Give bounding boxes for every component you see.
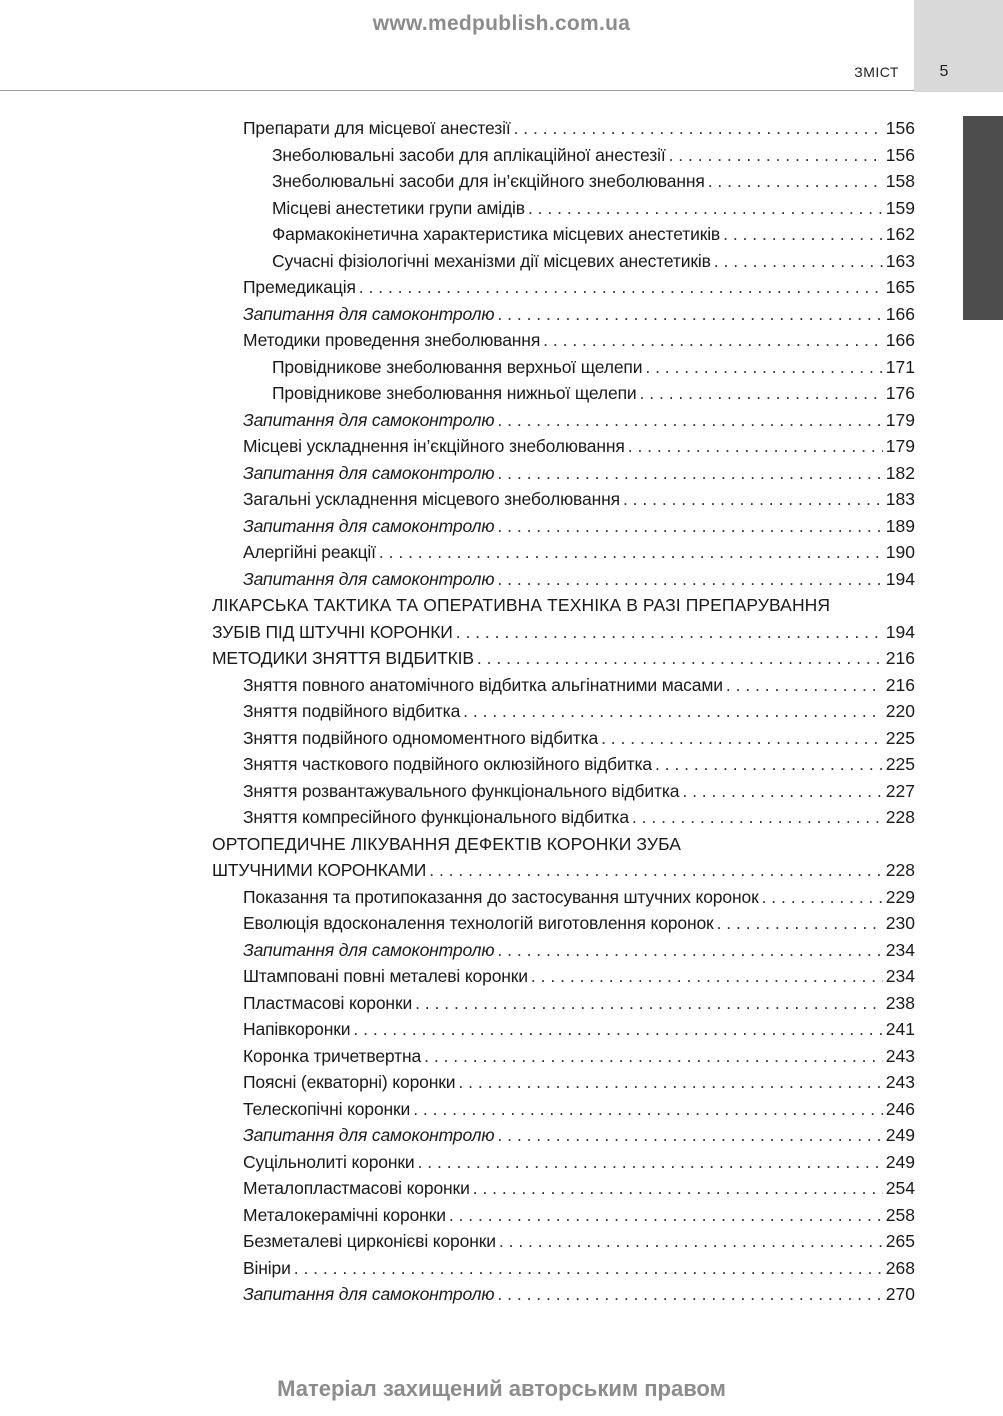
toc-entry-title: Вініри [243, 1257, 291, 1278]
toc-entry-title: Провідникове знеболювання верхньої щелепи [272, 356, 643, 377]
toc-entry-title: Фармакокінетична характеристика місцевих анестетиків [272, 224, 721, 244]
dot-leader [497, 937, 882, 964]
toc-entry-title: Зняття подвійного одномоментного відбитка [243, 727, 599, 748]
dot-leader [458, 1069, 882, 1096]
dot-leader [463, 698, 883, 725]
toc-entry [212, 910, 915, 937]
toc-entry-page: 265 [885, 1231, 915, 1251]
dot-leader [640, 380, 883, 407]
toc-entry-page: 243 [885, 1045, 915, 1066]
toc-entry-title: Зняття компресійного функціонального відбитка [243, 807, 629, 827]
toc-entry-page: 182 [885, 462, 915, 483]
toc-entry [212, 327, 915, 354]
toc-entry [212, 1281, 915, 1308]
toc-entry-title: Місцеві анестетики групи амідів [272, 197, 525, 218]
toc-entry-title: ШТУЧНИМИ КОРОНКАМИ [212, 860, 427, 880]
toc-entry-page: 216 [885, 674, 915, 695]
toc-entry [212, 1255, 915, 1282]
toc-entry-title: Зняття часткового подвійного оклюзійного відбитка [243, 754, 652, 774]
toc-entry [212, 725, 915, 752]
toc-entry-title: Зняття подвійного відбитка [243, 701, 461, 721]
dot-leader [543, 327, 883, 354]
toc-entry [212, 804, 915, 831]
toc-entry [212, 142, 915, 169]
dot-leader [353, 1016, 882, 1043]
toc-entry [212, 672, 915, 699]
toc-entry-page: 258 [885, 1204, 915, 1225]
dot-leader [497, 566, 882, 593]
toc-entry-title: Загальні ускладнення місцевого знеболювання [243, 489, 620, 509]
toc-entry [212, 963, 915, 990]
dot-leader [762, 884, 883, 911]
toc-entry-page: 254 [885, 1178, 915, 1198]
toc-entry [212, 168, 915, 195]
toc-entry [212, 1122, 915, 1149]
toc-entry-page: 166 [885, 303, 915, 324]
toc-entry [212, 539, 915, 566]
dot-leader [294, 1255, 883, 1282]
toc-entry-title: Суцільнолиті коронки [243, 1151, 415, 1172]
toc-entry [212, 778, 915, 805]
toc-entry-title: Алергійні реакції [243, 542, 376, 562]
toc-entry [212, 433, 915, 460]
toc-entry-title: Поясні (екваторні) коронки [243, 1072, 456, 1092]
toc-entry-page: 194 [885, 621, 915, 642]
toc-entry [212, 460, 915, 487]
dot-leader [429, 857, 883, 884]
dot-leader [623, 486, 883, 513]
toc-entry [212, 115, 915, 142]
toc-entry [212, 566, 915, 593]
table-of-contents [212, 115, 915, 1308]
toc-entry-page: 230 [885, 913, 915, 933]
toc-entry-page: 220 [885, 701, 915, 721]
dot-leader [723, 221, 883, 248]
toc-entry-title: Коронка тричетвертна [243, 1045, 422, 1066]
dot-leader [714, 248, 883, 275]
toc-entry-page: 249 [885, 1151, 915, 1172]
toc-entry-page: 179 [885, 436, 915, 456]
toc-entry-page: 190 [885, 542, 915, 562]
dot-leader [601, 725, 883, 752]
toc-entry [212, 990, 915, 1017]
dot-leader [424, 1043, 883, 1070]
dot-leader [528, 195, 883, 222]
toc-entry-title: Премедикація [243, 277, 356, 297]
dot-leader [418, 1149, 883, 1176]
dot-leader [497, 460, 882, 487]
dot-leader [497, 301, 882, 328]
toc-entry-page: 176 [885, 383, 915, 403]
toc-entry [212, 751, 915, 778]
dot-leader [655, 751, 883, 778]
dot-leader [497, 407, 882, 434]
toc-entry-page: 228 [885, 860, 915, 880]
dot-leader [415, 990, 883, 1017]
toc-entry-title: Препарати для місцевої анестезії [243, 118, 511, 138]
toc-entry-page: 163 [885, 250, 915, 271]
toc-entry-page: 158 [885, 171, 915, 191]
toc-entry-title: Запитання для самоконтролю [243, 568, 495, 589]
toc-entry-page: 268 [885, 1257, 915, 1278]
toc-entry [212, 1043, 915, 1070]
toc-entry-title: Запитання для самоконтролю [243, 1284, 495, 1304]
toc-entry-page: 249 [885, 1125, 915, 1145]
toc-entry-page: 234 [885, 939, 915, 960]
toc-entry-page: 243 [885, 1072, 915, 1092]
running-header-section: ЗМІСТ [854, 64, 899, 80]
toc-entry-title: Штамповані повні металеві коронки [243, 966, 528, 986]
toc-entry [212, 513, 915, 540]
toc-entry [212, 274, 915, 301]
page-number: 5 [939, 63, 949, 80]
dot-leader [449, 1202, 883, 1229]
toc-entry [212, 857, 915, 884]
dot-leader [499, 1228, 883, 1255]
toc-entry [212, 1096, 915, 1123]
side-thumb-tab [963, 116, 1003, 320]
toc-entry-page: 165 [885, 277, 915, 297]
toc-entry [212, 380, 915, 407]
toc-entry [212, 619, 915, 646]
toc-entry-page: 171 [885, 356, 915, 377]
toc-entry-page: 234 [885, 966, 915, 986]
toc-entry-page: 162 [885, 224, 915, 244]
toc-entry-title: Запитання для самоконтролю [243, 462, 495, 483]
toc-entry-page: 189 [885, 515, 915, 536]
toc-entry-page: 179 [885, 409, 915, 430]
dot-leader [531, 963, 883, 990]
header-divider [0, 90, 914, 91]
dot-leader [497, 513, 882, 540]
toc-entry-title: Напівкоронки [243, 1019, 351, 1039]
toc-entry-title: ЗУБІВ ПІД ШТУЧНІ КОРОНКИ [212, 621, 453, 642]
toc-entry [212, 698, 915, 725]
dot-leader [456, 619, 883, 646]
toc-entry [212, 1016, 915, 1043]
toc-entry-title: Запитання для самоконтролю [243, 409, 495, 430]
toc-entry [212, 937, 915, 964]
dot-leader [682, 778, 882, 805]
toc-entry-title: Запитання для самоконтролю [243, 515, 495, 536]
toc-entry-page: 216 [885, 648, 915, 668]
toc-entry-title: Сучасні фізіологічні механізми дії місцевих анестетиків [272, 250, 711, 271]
toc-entry-title: Провідникове знеболювання нижньої щелепи [272, 383, 637, 403]
dot-leader [717, 910, 883, 937]
toc-entry-title: Запитання для самоконтролю [243, 939, 495, 960]
toc-entry [212, 1069, 915, 1096]
toc-heading: ОРТОПЕДИЧНЕ ЛІКУВАННЯ ДЕФЕКТІВ КОРОНКИ ЗУБА [212, 833, 682, 854]
toc-entry-page: 228 [885, 807, 915, 827]
toc-entry [212, 645, 915, 672]
toc-entry-page: 156 [885, 144, 915, 165]
toc-entry-title: Зняття повного анатомічного відбитка альгінатними масами [243, 674, 723, 695]
toc-entry [212, 354, 915, 381]
toc-entry [212, 884, 915, 911]
dot-leader [379, 539, 883, 566]
dot-leader [477, 645, 883, 672]
toc-entry-title: Телескопічні коронки [243, 1098, 411, 1119]
dot-leader [669, 142, 883, 169]
toc-entry-title: Металопластмасові коронки [243, 1178, 470, 1198]
toc-entry-page: 246 [885, 1098, 915, 1119]
toc-entry-title: Еволюція вдосконалення технологій виготовлення коронок [243, 913, 714, 933]
dot-leader [413, 1096, 883, 1123]
toc-entry-page: 166 [885, 330, 915, 350]
toc-entry-title: Безметалеві цирконієві коронки [243, 1231, 496, 1251]
toc-entry-title: Запитання для самоконтролю [243, 1125, 495, 1145]
toc-entry-page: 229 [885, 886, 915, 907]
toc-entry [212, 221, 915, 248]
toc-entry-title: МЕТОДИКИ ЗНЯТТЯ ВІДБИТКІВ [212, 648, 474, 668]
dot-leader [645, 354, 882, 381]
toc-entry-page: 156 [885, 118, 915, 138]
toc-entry-page: 183 [885, 489, 915, 509]
dot-leader [708, 168, 883, 195]
toc-entry [212, 1175, 915, 1202]
toc-entry-page: 225 [885, 754, 915, 774]
dot-leader [632, 804, 883, 831]
toc-entry [212, 195, 915, 222]
toc-entry-title: Металокерамічні коронки [243, 1204, 446, 1225]
toc-entry-page: 225 [885, 727, 915, 748]
toc-entry-page: 270 [885, 1284, 915, 1304]
toc-entry-title: Місцеві ускладнення ін’єкційного знеболювання [243, 436, 625, 456]
dot-leader [473, 1175, 883, 1202]
toc-entry-title: Знеболювальні засоби для ін’єкційного знеболювання [272, 171, 705, 191]
toc-entry-page: 241 [885, 1019, 915, 1039]
toc-entry [212, 407, 915, 434]
dot-leader [628, 433, 883, 460]
toc-entry-page: 159 [885, 197, 915, 218]
toc-entry-title: Знеболювальні засоби для аплікаційної анестезії [272, 144, 666, 165]
toc-entry [212, 1228, 915, 1255]
toc-entry [212, 248, 915, 275]
toc-entry-title: Зняття розвантажувального функціонального відбитка [243, 780, 680, 801]
toc-entry-page: 227 [885, 780, 915, 801]
toc-entry-title: Показання та протипоказання до застосування штучних коронок [243, 886, 759, 907]
copyright-watermark: Матеріал захищений авторським правом [277, 1376, 726, 1401]
toc-entry [212, 301, 915, 328]
toc-entry [212, 1202, 915, 1229]
dot-leader [514, 115, 883, 142]
dot-leader [497, 1122, 882, 1149]
toc-heading: ЛІКАРСЬКА ТАКТИКА ТА ОПЕРАТИВНА ТЕХНІКА В РАЗІ ПРЕПАРУВАННЯ [212, 595, 831, 615]
dot-leader [497, 1281, 882, 1308]
toc-entry-title: Методики проведення знеболювання [243, 330, 541, 350]
watermark-url: www.medpublish.com.ua [372, 12, 631, 35]
toc-entry [212, 1149, 915, 1176]
dot-leader [359, 274, 883, 301]
toc-entry-page: 194 [885, 568, 915, 589]
toc-entry [212, 486, 915, 513]
toc-entry-title: Запитання для самоконтролю [243, 303, 495, 324]
dot-leader [726, 672, 883, 699]
toc-entry-page: 238 [885, 992, 915, 1013]
toc-entry-title: Пластмасові коронки [243, 992, 413, 1013]
